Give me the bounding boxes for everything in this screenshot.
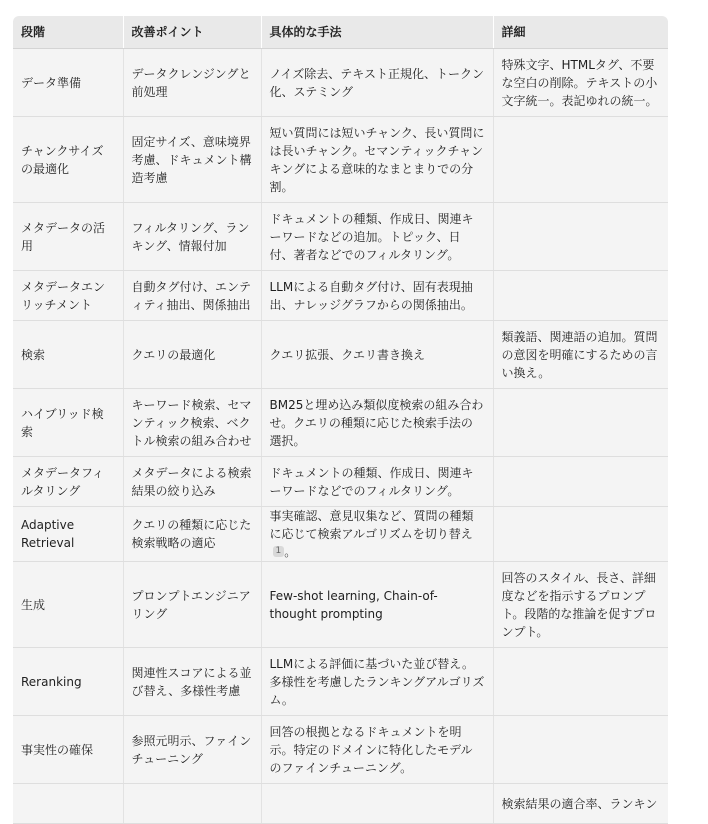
cell-detail <box>493 648 668 716</box>
cell-detail <box>493 203 668 271</box>
cell-detail <box>493 271 668 321</box>
cell-stage: メタデータの活用 <box>13 203 123 271</box>
cell-stage: Adaptive Retrieval <box>13 507 123 562</box>
table-row <box>13 648 668 716</box>
cell-method: 回答の根拠となるドキュメントを明示。特定のドメインに特化したモデルのファインチューニング。 <box>261 716 493 784</box>
cell-stage: Reranking <box>13 648 123 716</box>
header-stage: 段階 <box>13 16 123 49</box>
table-row <box>13 321 668 389</box>
cell-stage: 生成 <box>13 562 123 648</box>
table-row <box>13 389 668 457</box>
rag-improvement-table <box>13 16 668 824</box>
cell-point: 自動タグ付け、エンティティ抽出、関係抽出 <box>123 271 261 321</box>
cell-detail <box>493 389 668 457</box>
cell-method: LLMによる評価に基づいた並び替え。多様性を考慮したランキングアルゴリズム。 <box>261 648 493 716</box>
table-row <box>13 457 668 507</box>
cell-detail: 特殊文字、HTMLタグ、不要な空白の削除。テキストの小文字統一。表記ゆれの統一。 <box>493 49 668 117</box>
cell-detail: 回答のスタイル、長さ、詳細度などを指示するプロンプト。段階的な推論を促すプロンプト。 <box>493 562 668 648</box>
method-tail: 。 <box>284 545 297 559</box>
cell-point: データクレンジングと前処理 <box>123 49 261 117</box>
table-row <box>13 507 668 562</box>
cell-point: フィルタリング、ランキング、情報付加 <box>123 203 261 271</box>
cell-method <box>261 784 493 824</box>
cell-stage: 事実性の確保 <box>13 716 123 784</box>
cell-point: プロンプトエンジニアリング <box>123 562 261 648</box>
cell-method: BM25と埋め込み類似度検索の組み合わせ。クエリの種類に応じた検索手法の選択。 <box>261 389 493 457</box>
cell-method <box>261 507 493 562</box>
table-row <box>13 117 668 203</box>
cell-point: 固定サイズ、意味境界考慮、ドキュメント構造考慮 <box>123 117 261 203</box>
cell-stage: メタデータフィルタリング <box>13 457 123 507</box>
cell-point: クエリの最適化 <box>123 321 261 389</box>
table-row <box>13 716 668 784</box>
table-header-row <box>13 16 668 49</box>
cell-detail <box>493 117 668 203</box>
header-detail: 詳細 <box>493 16 668 49</box>
cell-detail <box>493 507 668 562</box>
cell-detail: 類義語、関連語の追加。質問の意図を明確にするための言い換え。 <box>493 321 668 389</box>
cell-stage: メタデータエンリッチメント <box>13 271 123 321</box>
cell-stage: チャンクサイズの最適化 <box>13 117 123 203</box>
cell-point: クエリの種類に応じた検索戦略の適応 <box>123 507 261 562</box>
cell-method: クエリ拡張、クエリ書き換え <box>261 321 493 389</box>
cell-method: 短い質問には短いチャンク、長い質問には長いチャンク。セマンティックチャンキングによる意味的なまとまりでの分割。 <box>261 117 493 203</box>
cell-point: 関連性スコアによる並び替え、多様性考慮 <box>123 648 261 716</box>
cell-detail: 検索結果の適合率、ランキン <box>493 784 668 824</box>
table-container <box>13 16 668 824</box>
cell-method: ドキュメントの種類、作成日、関連キーワードなどの追加。トピック、日付、著者などでのフィルタリング。 <box>261 203 493 271</box>
cell-point: 参照元明示、ファインチューニング <box>123 716 261 784</box>
table-row <box>13 271 668 321</box>
table-row <box>13 784 668 824</box>
cell-detail <box>493 457 668 507</box>
cell-point <box>123 784 261 824</box>
table-row <box>13 203 668 271</box>
cell-method: Few-shot learning, Chain-of-thought prompting <box>261 562 493 648</box>
citation-badge[interactable]: 1 <box>273 546 285 557</box>
cell-stage: 検索 <box>13 321 123 389</box>
table-row <box>13 562 668 648</box>
cell-method: ドキュメントの種類、作成日、関連キーワードなどでのフィルタリング。 <box>261 457 493 507</box>
cell-stage: ハイブリッド検索 <box>13 389 123 457</box>
cell-point: キーワード検索、セマンティック検索、ベクトル検索の組み合わせ <box>123 389 261 457</box>
cell-method: ノイズ除去、テキスト正規化、トークン化、ステミング <box>261 49 493 117</box>
cell-stage <box>13 784 123 824</box>
cell-point: メタデータによる検索結果の絞り込み <box>123 457 261 507</box>
header-point: 改善ポイント <box>123 16 261 49</box>
cell-stage: データ準備 <box>13 49 123 117</box>
cell-method: LLMによる自動タグ付け、固有表現抽出、ナレッジグラフからの関係抽出。 <box>261 271 493 321</box>
cell-detail <box>493 716 668 784</box>
header-method: 具体的な手法 <box>261 16 493 49</box>
table-row <box>13 49 668 117</box>
method-text: 事実確認、意見収集など、質問の種類に応じて検索アルゴリズムを切り替え <box>269 509 474 541</box>
